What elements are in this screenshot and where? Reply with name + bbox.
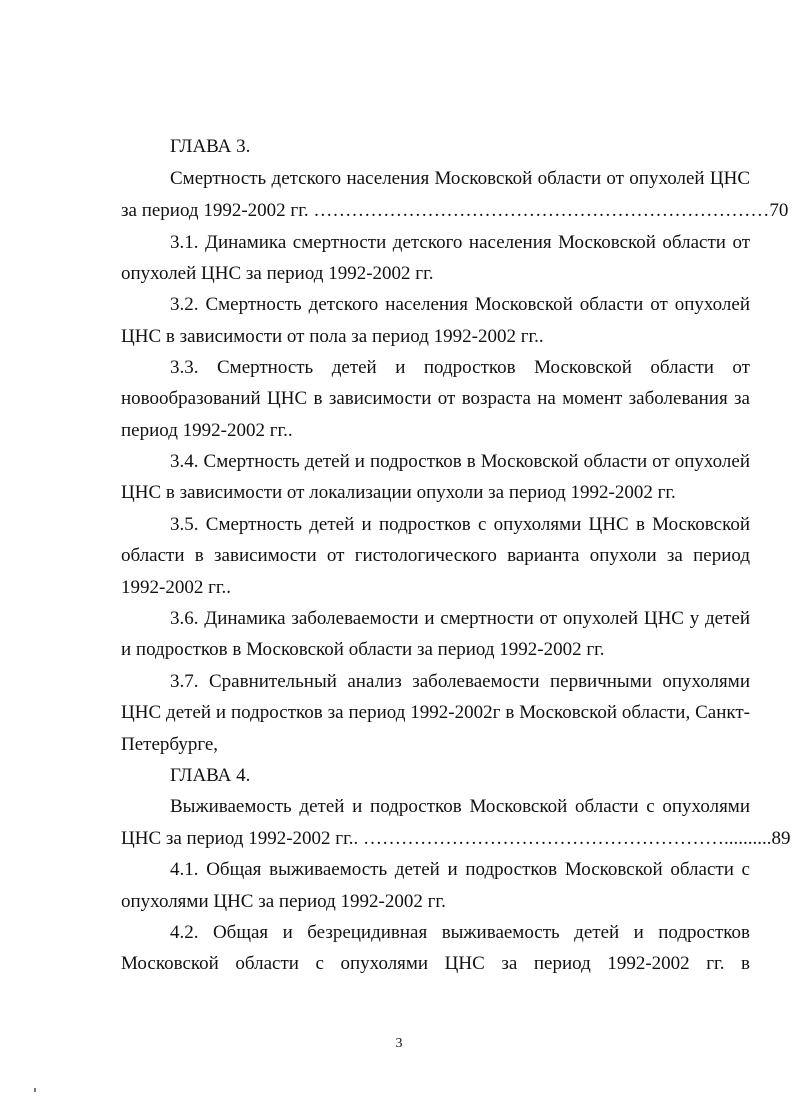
toc-entry-3-2: 3.2. Смертность детского населения Московской области от опухолей [170,294,750,315]
page-number: 3 [395,1036,403,1051]
toc-entry-3-6-cont: и подростков в Московской области за период 1992-2002 гг. [121,639,605,660]
toc-entry-3-6: 3.6. Динамика заболеваемости и смертности от опухолей ЦНС у детей [170,608,750,629]
toc-entry-4-2-cont: Московской области с опухолями ЦНС за период 1992-2002 гг. в [121,953,750,974]
toc-entry-3-7: 3.7. Сравнительный анализ заболеваемости первичными опухолями [170,671,750,692]
scan-mark [34,1088,36,1092]
toc-entry-4-1-cont: опухолями ЦНС за период 1992-2002 гг. [121,891,446,912]
toc-entry-3-7-cont2: Петербурге, [121,734,219,755]
toc-entry-3-7-cont: ЦНС детей и подростков за период 1992-2002г в Московской области, Санкт- [121,702,750,723]
toc-entry-3-4-cont: ЦНС в зависимости от локализации опухоли за период 1992-2002 гг. [121,482,676,503]
toc-entry-3-2-cont: ЦНС в зависимости от пола за период 1992-2002 гг.. [121,326,544,347]
chapter-3-title-page: за период 1992-2002 гг. ………………………………………………………………70 [121,200,789,221]
chapter-3-title: Смертность детского населения Московской области от опухолей ЦНС [170,168,750,189]
chapter-4-title: Выживаемость детей и подростков Московской области с опухолями [170,796,750,817]
toc-entry-3-3-cont2: период 1992-2002 гг.. [121,420,293,441]
toc-entry-4-1: 4.1. Общая выживаемость детей и подростков Московской области с [170,859,750,880]
toc-entry-3-5: 3.5. Смертность детей и подростков с опухолями ЦНС в Московской [170,514,750,535]
chapter-4-title-page: ЦНС за период 1992-2002 гг.. …………………………………………………..........89 [121,828,791,849]
toc-entry-3-3: 3.3. Смертность детей и подростков Московской области от [170,357,750,378]
toc-entry-3-4: 3.4. Смертность детей и подростков в Московской области от опухолей [170,451,750,472]
toc-entry-3-3-cont: новообразований ЦНС в зависимости от возраста на момент заболевания за [121,388,750,409]
chapter-3-heading: ГЛАВА 3. [170,136,251,157]
chapter-4-heading: ГЛАВА 4. [170,765,251,786]
toc-entry-3-5-cont2: 1992-2002 гг.. [121,577,232,598]
toc-entry-3-1: 3.1. Динамика смертности детского населения Московской области от [170,232,750,253]
toc-entry-3-1-cont: опухолей ЦНС за период 1992-2002 гг. [121,263,434,284]
toc-entry-4-2: 4.2. Общая и безрецидивная выживаемость детей и подростков [170,922,750,943]
toc-entry-3-5-cont: области в зависимости от гистологического варианта опухоли за период [121,545,750,566]
